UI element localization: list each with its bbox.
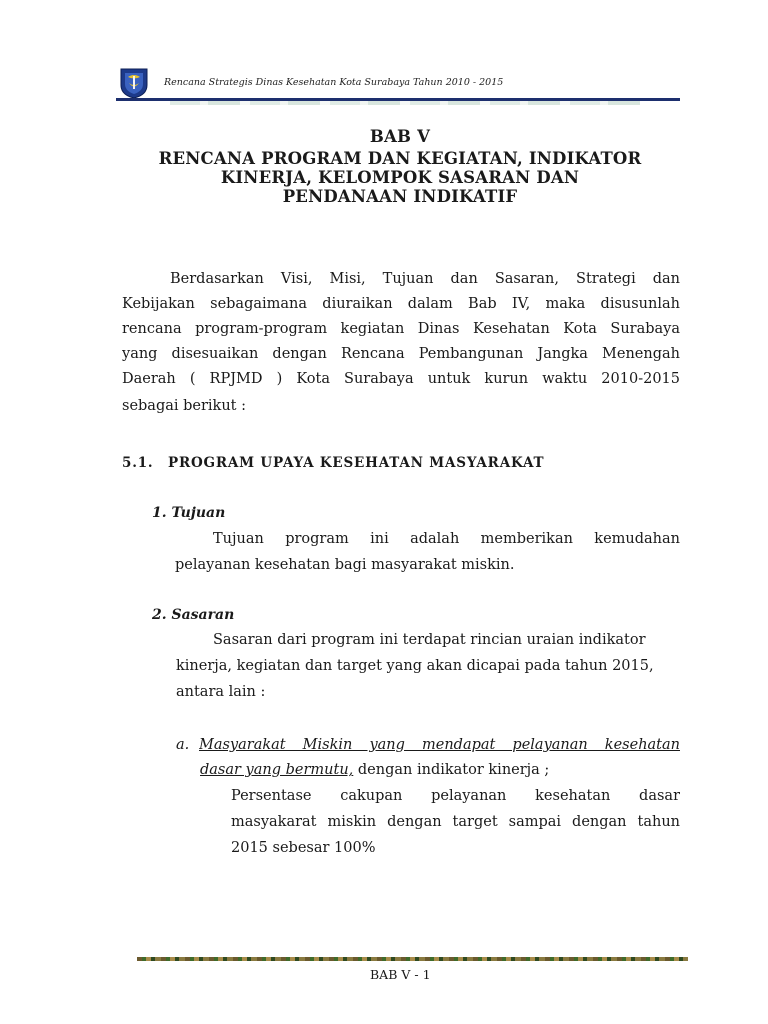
footer-decoration xyxy=(137,957,688,961)
item-a-marker: a. xyxy=(176,737,190,753)
item-a-title-line-2: dasar yang bermutu, xyxy=(200,762,354,778)
tujuan-line: pelayanan kesehatan bagi masyarakat miskin. xyxy=(175,557,515,573)
intro-line: sebagai berikut : xyxy=(122,398,247,414)
surabaya-crest-icon xyxy=(119,67,149,99)
intro-line: rencana program-program kegiatan Dinas Kesehatan Kota Surabaya xyxy=(122,321,680,337)
indicator-line: Persentase cakupan pelayanan kesehatan dasar xyxy=(231,788,680,804)
intro-line: Daerah ( RPJMD ) Kota Surabaya untuk kurun waktu 2010-2015 xyxy=(122,371,680,387)
subheading-tujuan: 1. Tujuan xyxy=(152,505,226,521)
indicator-line: masyakarat miskin dengan target sampai dengan tahun xyxy=(231,814,680,830)
item-a-indicator-intro: dengan indikator kinerja ; xyxy=(353,762,550,778)
item-a-line-2 xyxy=(200,762,549,778)
chapter-title-line-2: KINERJA, KELOMPOK SASARAN DAN xyxy=(220,168,580,187)
sasaran-line: antara lain : xyxy=(176,684,266,700)
intro-line: Kebijakan sebagaimana diuraikan dalam Bab IV, maka disusunlah xyxy=(122,296,680,312)
intro-line: Berdasarkan Visi, Misi, Tujuan dan Sasaran, Strategi dan xyxy=(170,271,680,287)
section-heading xyxy=(122,455,544,471)
indicator-line: 2015 sebesar 100% xyxy=(231,840,376,856)
header-title: Rencana Strategis Dinas Kesehatan Kota Surabaya Tahun 2010 - 2015 xyxy=(164,77,504,88)
page-number: BAB V - 1 xyxy=(370,967,431,982)
chapter-label: BAB V xyxy=(369,127,431,146)
header-decoration xyxy=(170,101,640,105)
item-a-title-line-1: Masyarakat Miskin yang mendapat pelayanan kesehatan xyxy=(199,737,680,753)
section-title: PROGRAM UPAYA KESEHATAN MASYARAKAT xyxy=(168,455,545,471)
sasaran-line: Sasaran dari program ini terdapat rincian uraian indikator xyxy=(213,632,646,648)
sasaran-line: kinerja, kegiatan dan target yang akan dicapai pada tahun 2015, xyxy=(176,658,654,674)
chapter-title-line-3: PENDANAAN INDIKATIF xyxy=(282,187,518,206)
intro-line: yang disesuaikan dengan Rencana Pembangunan Jangka Menengah xyxy=(122,346,680,362)
section-number: 5.1. xyxy=(122,455,154,471)
tujuan-line: Tujuan program ini adalah memberikan kemudahan xyxy=(213,531,680,547)
chapter-title-line-1: RENCANA PROGRAM DAN KEGIATAN, INDIKATOR xyxy=(158,149,642,168)
subheading-sasaran: 2. Sasaran xyxy=(152,607,235,623)
